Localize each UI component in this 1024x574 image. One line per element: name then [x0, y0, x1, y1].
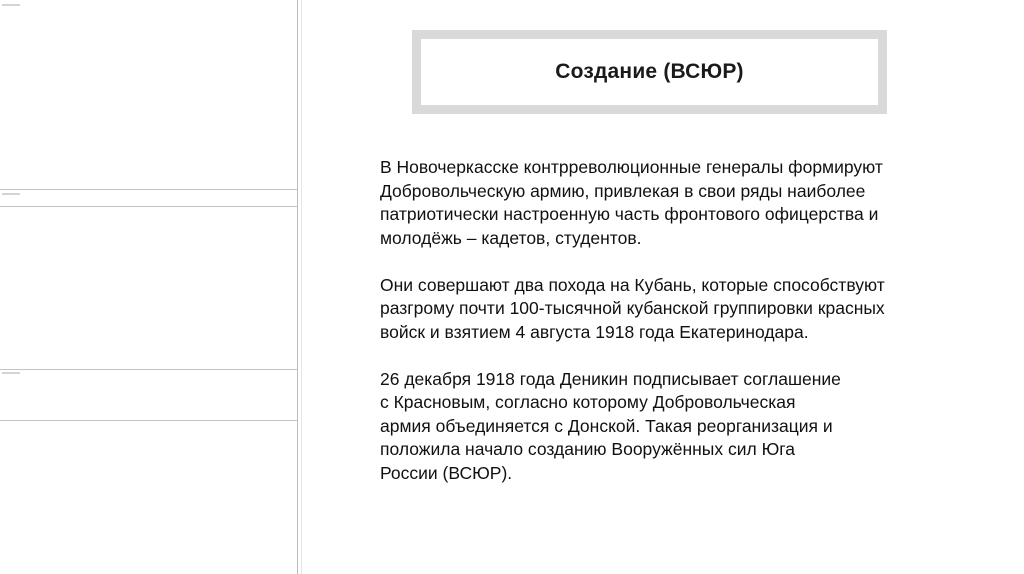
thumbnail-slide-marker: [2, 4, 20, 6]
body-paragraph: [380, 274, 980, 345]
text-line: 26 декабря 1918 года Деникин подписывает соглашение: [380, 368, 841, 389]
body-paragraph: [380, 156, 980, 250]
thumbnail-divider: [0, 206, 297, 207]
text-line: войск и взятием 4 августа 1918 года Екатеринодара.: [380, 321, 809, 342]
text-line: России (ВСЮР).: [380, 462, 513, 483]
slide-body: [380, 156, 980, 485]
thumbnail-divider: [0, 369, 297, 370]
text-line: положила начало созданию Вооружённых сил Юга: [380, 439, 796, 459]
text-line: Добровольческую армию, привлекая в свои ряды наиболее: [380, 180, 866, 201]
thumbnail-divider: [0, 420, 297, 421]
body-paragraph: [380, 368, 980, 486]
panel-splitter[interactable]: [297, 0, 298, 574]
text-line: с Красновым, согласно которому Добровольческая: [380, 392, 796, 412]
slide-title-box: [412, 30, 887, 114]
text-line: разгрому почти 100-тысячной кубанской группировки красных: [380, 298, 885, 318]
text-line: В Новочеркасске контрреволюционные генералы формируют: [380, 157, 883, 177]
thumbnail-slide-marker: [2, 372, 20, 374]
text-line: Они совершают два похода на Кубань, которые способствуют: [380, 274, 885, 295]
text-line: молодёжь – кадетов, студентов.: [380, 227, 642, 248]
text-line: армия объединяется с Донской. Такая реорганизация и: [380, 415, 833, 436]
text-line: патриотически настроенную часть фронтового офицерства и: [380, 204, 879, 224]
thumbnail-divider: [0, 189, 297, 190]
slide-title: Создание (ВСЮР): [555, 60, 744, 83]
thumbnail-panel[interactable]: [0, 0, 300, 574]
slide-canvas: [302, 0, 1024, 574]
thumbnail-slide-marker: [2, 193, 20, 195]
